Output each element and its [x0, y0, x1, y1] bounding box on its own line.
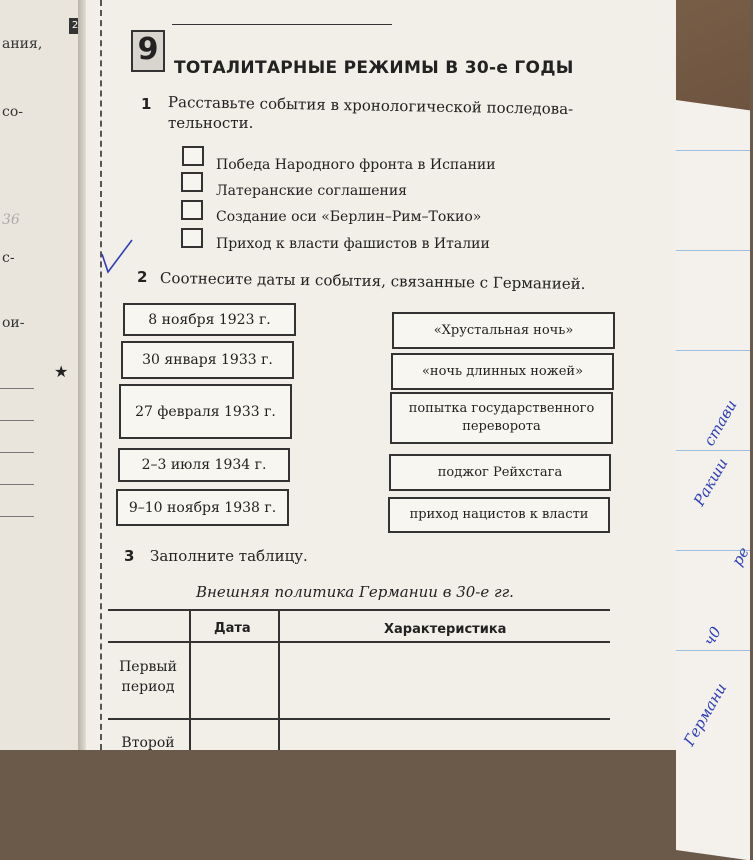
page-tab: 2	[69, 18, 81, 34]
event-box[interactable]: приход нацистов к власти	[388, 497, 610, 533]
top-rule	[172, 24, 392, 25]
book-spine	[78, 0, 86, 750]
task-text: Расставьте события в хронологической последова-	[167, 93, 574, 119]
table-cell-characteristic[interactable]	[281, 644, 609, 717]
table-rule	[108, 641, 610, 643]
order-checkbox[interactable]	[181, 172, 203, 192]
event-box[interactable]: поджог Рейхстага	[389, 454, 611, 491]
date-box[interactable]: 8 ноября 1923 г.	[123, 303, 296, 336]
task-option: Победа Народного фронта в Испании	[216, 157, 496, 173]
handwriting: Ракши	[690, 455, 732, 509]
pencil-mark: 36	[2, 212, 20, 228]
task-option: Приход к власти фашистов в Италии	[216, 236, 490, 252]
order-checkbox[interactable]	[181, 228, 203, 248]
handwriting: ч0	[700, 623, 726, 649]
task-text: тельности.	[168, 114, 254, 132]
handwriting: ре	[728, 543, 753, 569]
left-text-fragment: со-	[2, 104, 23, 120]
chapter-number: 9	[131, 30, 165, 72]
task-text: Соотнесите даты и события, связанные с Германией.	[159, 269, 586, 293]
cut-line	[100, 0, 102, 750]
date-box[interactable]: 9–10 ноября 1938 г.	[116, 489, 289, 526]
task-option: Создание оси «Берлин–Рим–Токио»	[216, 209, 482, 225]
notebook-rule	[676, 350, 750, 351]
notebook-rule	[676, 650, 750, 651]
date-box[interactable]: 30 января 1933 г.	[121, 341, 294, 379]
left-rule	[0, 484, 34, 485]
table-title: Внешняя политика Германии в 30-е гг.	[196, 583, 514, 601]
task-text: Заполните таблицу.	[150, 547, 308, 565]
left-text-fragment: ания,	[2, 36, 43, 52]
left-text-fragment: ои-	[2, 315, 25, 331]
checkmark-icon	[96, 236, 136, 276]
task-option: Латеранские соглашения	[216, 183, 407, 199]
left-rule	[0, 516, 34, 517]
table-cell-date[interactable]	[192, 644, 277, 717]
table-row-label: Первый период	[119, 659, 177, 695]
left-text-fragment: с-	[2, 250, 15, 266]
chapter-title: ТОТАЛИТАРНЫЕ РЕЖИМЫ В 30-е ГОДЫ	[174, 58, 574, 78]
table-rule	[189, 609, 191, 750]
table-header: Характеристика	[384, 622, 507, 637]
left-rule	[0, 452, 34, 453]
task-number: 2	[137, 268, 148, 286]
handwriting: стави	[700, 396, 741, 449]
handwriting: Германи	[680, 679, 731, 749]
event-box[interactable]: «ночь длинных ножей»	[391, 353, 614, 390]
task-number: 1	[141, 95, 152, 113]
notebook-rule	[676, 450, 750, 451]
notebook-rule	[676, 250, 750, 251]
task-number: 3	[124, 547, 135, 565]
order-checkbox[interactable]	[182, 146, 204, 166]
left-rule	[0, 420, 34, 421]
table-rule	[278, 609, 280, 750]
left-rule	[0, 388, 34, 389]
date-box[interactable]: 27 февраля 1933 г.	[119, 384, 292, 439]
star-icon: ★	[54, 362, 69, 381]
order-checkbox[interactable]	[181, 200, 203, 220]
table-rule	[108, 718, 610, 720]
notebook-rule	[676, 150, 750, 151]
event-box[interactable]: попытка государственного переворота	[390, 392, 613, 444]
date-box[interactable]: 2–3 июля 1934 г.	[118, 448, 290, 482]
event-box[interactable]: «Хрустальная ночь»	[392, 312, 615, 349]
table-row-label: Второй	[121, 735, 175, 751]
table-rule	[108, 609, 610, 611]
table-header: Дата	[214, 621, 251, 636]
